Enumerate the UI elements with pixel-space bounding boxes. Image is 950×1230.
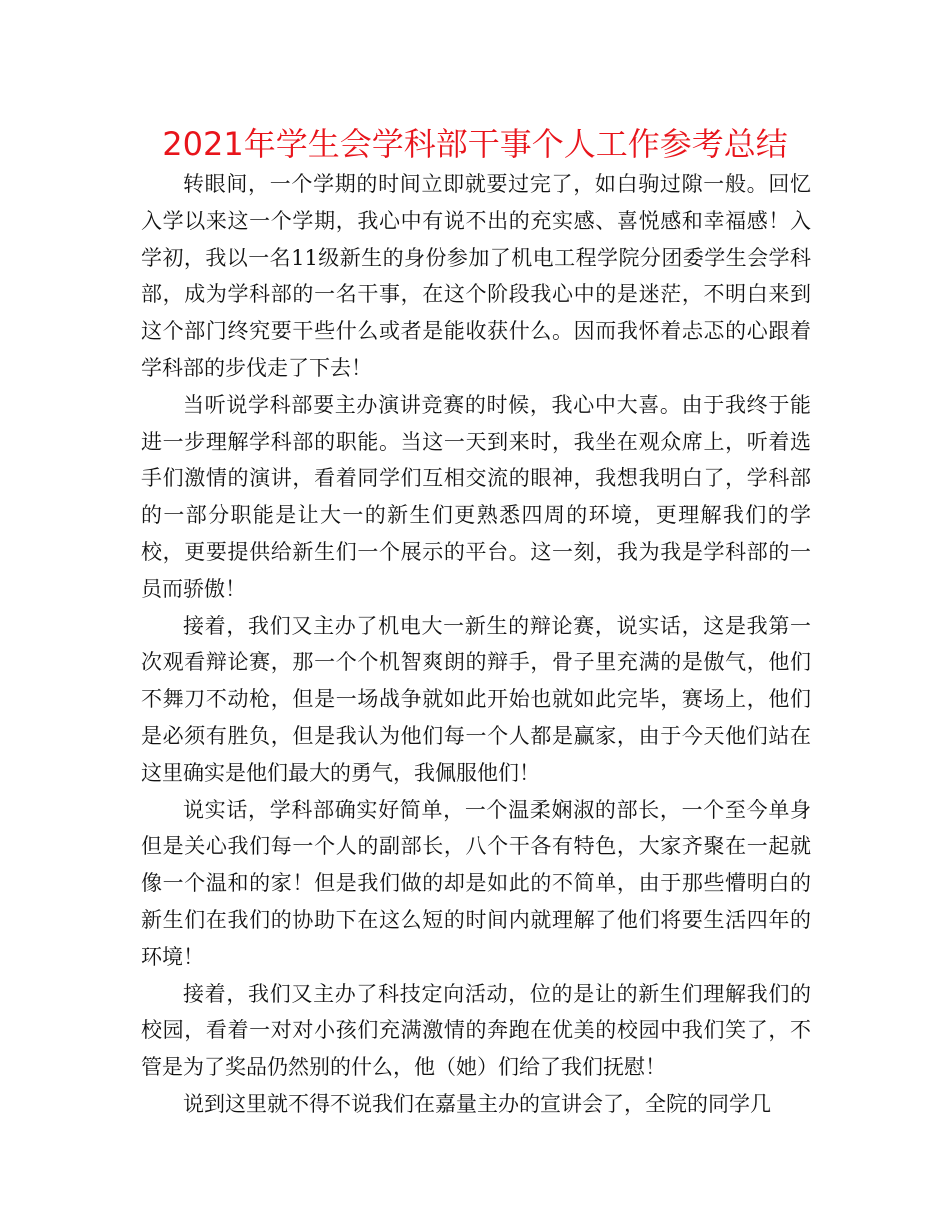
paragraph: 当听说学科部要主办演讲竞赛的时候，我心中大喜。由于我终于能进一步理解学科部的职能。当这一天到来时，我坐在观众席上，听着选手们激情的演讲，看着同学们互相交流的眼神，我想我明白了，学科部的一部分职能是让大一的新生们更熟悉四周的环境，更理解我们的学校，更要提供给新生们一个展示的平台。这一刻，我为我是学科部的一员而骄傲！ [141,392,811,601]
document-body [141,166,811,1123]
paragraph: 说实话，学科部确实好简单，一个温柔娴淑的部长，一个至今单身但是关心我们每一个人的副部长，八个干各有特色，大家齐聚在一起就像一个温和的家！但是我们做的却是如此的不简单，由于那些懵明白的新生们在我们的协助下在这么短的时间内就理解了他们将要生活四年的环境！ [141,797,811,969]
document-title: 2021年学生会学科部干事个人工作参考总结 [162,125,788,163]
paragraph: 转眼间，一个学期的时间立即就要过完了，如白驹过隙一般。回忆入学以来这一个学期，我心中有说不出的充实感、喜悦感和幸福感！入学初，我以一名11级新生的身份参加了机电工程学院分团委学生会学科部，成为学科部的一名干事，在这个阶段我心中的是迷茫，不明白来到这个部门终究要干些什么或者是能收获什么。因而我怀着忐忑的心跟着学科部的步伐走了下去！ [141,172,811,380]
paragraph: 接着，我们又主办了机电大一新生的辩论赛，说实话，这是我第一次观看辩论赛，那一个个机智爽朗的辩手，骨子里充满的是傲气，他们不舞刀不动枪，但是一场战争就如此开始也就如此完毕，赛场上，他们是必须有胜负，但是我认为他们每一个人都是赢家，由于今天他们站在这里确实是他们最大的勇气，我佩服他们！ [141,613,811,785]
paragraph: 接着，我们又主办了科技定向活动，位的是让的新生们理解我们的校园，看着一对对小孩们充满激情的奔跑在优美的校园中我们笑了，不管是为了奖品仍然别的什么，他（她）们给了我们抚慰！ [141,981,811,1080]
paragraph: 说到这里就不得不说我们在嘉量主办的宣讲会了，全院的同学几 [183,1091,771,1116]
